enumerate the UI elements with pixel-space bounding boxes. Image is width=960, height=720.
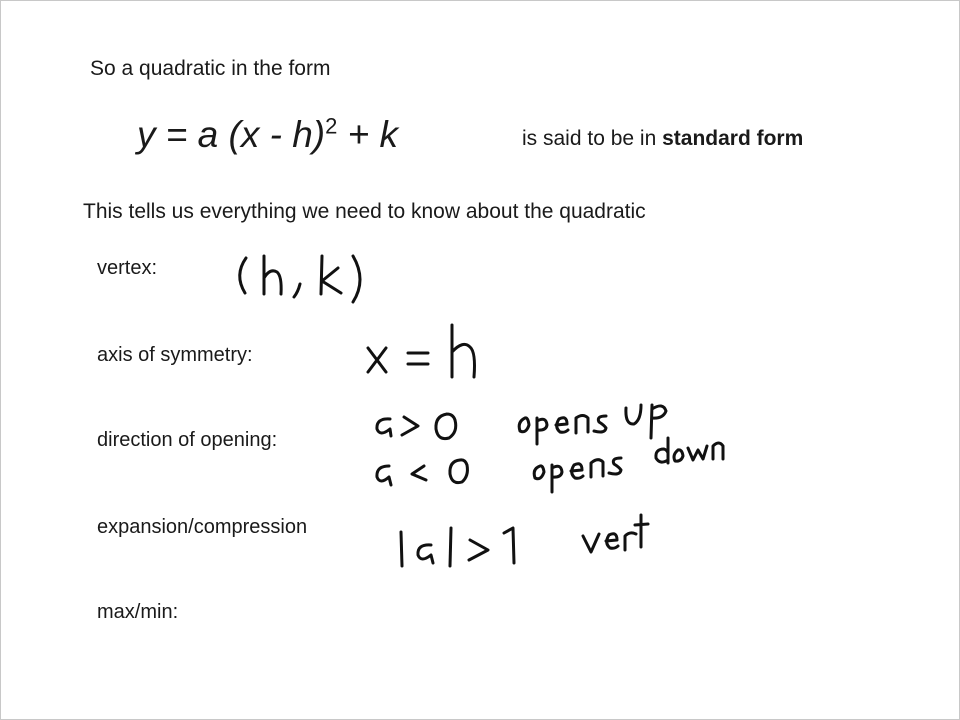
handwritten-direction-neg (377, 438, 723, 492)
handwritten-expansion (401, 515, 648, 566)
intro-text: So a quadratic in the form (90, 57, 331, 80)
caption-prefix: is said to be in (522, 127, 663, 150)
handwritten-direction-pos (377, 405, 666, 444)
formula-tail: + k (337, 114, 399, 155)
handwritten-axis (368, 325, 475, 377)
handwritten-vertex (240, 256, 360, 302)
expansion-label: expansion/compression (97, 516, 308, 538)
axis-label: axis of symmetry: (97, 344, 253, 366)
formula-exponent: 2 (325, 113, 338, 139)
tells-us-text: This tells us everything we need to know about the quadratic (83, 200, 646, 223)
caption-emphasis: standard form (662, 127, 804, 150)
formula-lhs: y = a (x - h) (137, 114, 326, 155)
vertex-label: vertex: (97, 257, 158, 279)
direction-label: direction of opening: (97, 429, 278, 451)
maxmin-label: max/min: (97, 601, 179, 623)
